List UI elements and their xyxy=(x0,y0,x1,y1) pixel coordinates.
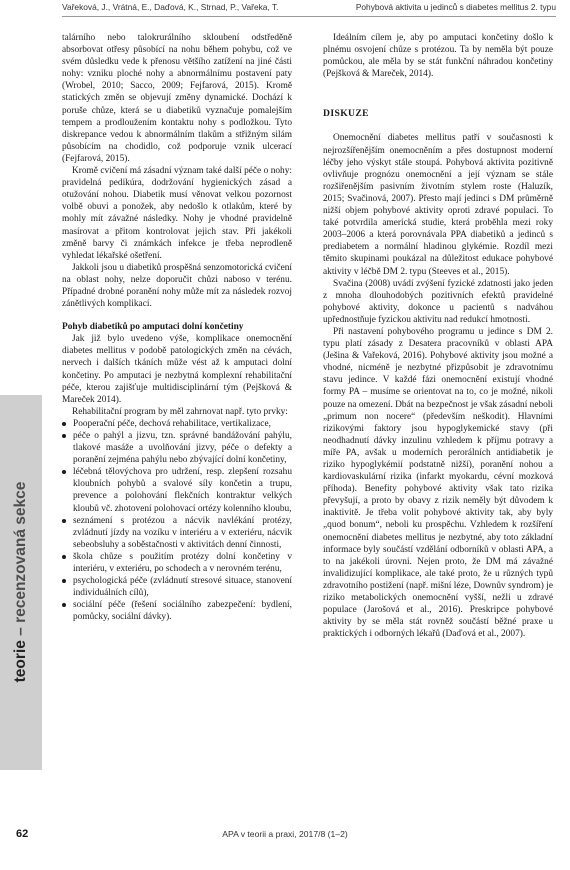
list-item xyxy=(62,430,292,466)
right-paragraph-4: Při nastavení pohybového programu u jedince s DM 2. typu platí zásady z Desatera pracovníků v oblasti APA (Ješina & Vařeková, 2016). Pohybové aktivity jsou možné a vhodné, nicméně je nezbytné přizpůsobit je zdravotnímu stavu jedince. V každé fázi onemocnění existují vhodné formy PA – musíme se orientovat na to, co je možné, nikoli pouze na omezení. Dbát na bezpečnost je však zásadní neboli „primum non nocere“ (především neškodit). Hlavními rizikovými faktory jsou hypoglykemické stavy (při neodhadnutí dávky inzulinu vzhledem k příjmu potravy a míře PA, avšak u moderních perorálních antidiabetik je riziko hypoglykémií podstatně nižší), poranění nohou a kardiovaskulární rizika (infarkt myokardu, cévní mozková příhoda). Benefity pohybové aktivity však tato rizika převyšují, a proto by obavy z rizik neměly být důvodem k inaktivitě. Je třeba volit pohybové aktivity tak, aby byly „quod bonum“, neboli ku prospěchu. Vzhledem k rozšíření onemocnění diabetes mellitus je nezbytné, aby toto základní informace byly součástí vzdělání odborníků v oblasti APA, a to na jakékoli úrovni. Nejen proto, že DM má závažné invalidizující komplikace, ale také proto, že u různých typů zdravotního postižení (např. mišní léze, Downův syndrom) je riziko metabolických onemocnění vyšší, nežli u zdravé populace (Jarošová et al., 2016). Preskripce pohybové aktivity by se měla stát rovněž součástí běžné praxe u praktických i odborných lékařů (Daďová et al., 2007). xyxy=(323,326,553,640)
list-item xyxy=(62,599,292,623)
left-paragraph-1: talárního nebo talokrurálního skloubení odstředěně absorbovat otřesy působící na nohu během pohybu, což ve svém důsledku vede k přenosu většího zatížení na jiné části nohy: vzniku ploché nohy a abnormálnímu postavení paty (Wrobel, 2010; Sacco, 2009; Fejfarová, 2015). Kromě statických změn se objevují změny dynamické. Dochází k poruše chůze, která se u diabetiků vyznačuje pomalejším tempem a prodloužením kontaktu nohy s podložkou. Tyto diskrepance vedou k abnormálním tlakům a střižným silám působícím na chodidlo, což podporuje vznik ulcerací (Fejfarová, 2015). xyxy=(62,33,292,164)
list-item-text: škola chůze s použitím protézy dolní končetiny v interiéru, v exteriéru, po schodech a v nerovném terénu, xyxy=(73,551,292,575)
page-footer xyxy=(0,828,570,848)
left-paragraph-2: Kromě cvičení má zásadní význam také další péče o nohy: pravidelná pedikúra, dodržování hygienických zásad a otužování nohou. Diabetik musí věnovat velkou pozornost volbě obuvi a ponožek, aby nedošlo k otlakům, které by mohly mít závažné následky. Nohy je vhodné pravidelně masírovat a přitom kontrolovat jejich stav. Při jakékoli změně barvy či známkách infekce je třeba neprodleně vyhledat lékařské ošetření. xyxy=(62,166,292,261)
page-header xyxy=(0,0,570,14)
header-rule xyxy=(62,16,556,17)
section-label-part2: – recenzovaná sekce xyxy=(12,481,29,636)
left-column xyxy=(62,32,292,624)
list-item xyxy=(62,515,292,551)
list-item-text: léčebná tělovýchova pro udržení, resp. zlepšení rozsahu kloubních pohybů a svalové síly končetin a trupu, prevence a polohování flekčních kontraktur velkých kloubů vč. zhotovení polohovací ortézy kolenního kloubu, xyxy=(73,467,292,514)
bullet-icon xyxy=(62,519,66,523)
list-item-text: sociální péče (řešení sociálního zabezpečení: bydlení, pomůcky, sociální dávky). xyxy=(73,600,292,623)
bullet-icon xyxy=(62,422,66,426)
list-item xyxy=(62,466,292,514)
page-number: 62 xyxy=(16,828,29,840)
section-label xyxy=(12,482,30,683)
bullet-icon xyxy=(62,434,66,438)
bullet-icon xyxy=(62,579,66,583)
list-item xyxy=(62,551,292,575)
right-paragraph-3: Svačina (2008) uvádí zvýšení fyzické zdatnosti jako jeden z mnoha dlouhodobých pozitivních efektů pravidelné pohybové aktivity, dokonce u pacientů s nadváhou upřednostňuje fyzickou aktivitu nad redukcí hmotnosti. xyxy=(323,278,553,325)
right-paragraph-1: Ideálním cílem je, aby po amputaci končetiny došlo k plnému osvojení chůze s protézou. Ta by neměla být pouze pomůckou, ale měla by se stát funkční náhradou končetiny (Pejšková & Mareček, 2014). xyxy=(323,33,553,80)
journal-citation: APA v teorii a praxi, 2017/8 (1–2) xyxy=(222,829,348,839)
bullet-icon xyxy=(62,603,66,607)
bullet-icon xyxy=(62,555,66,559)
list-item xyxy=(62,418,292,430)
header-running-title: Pohybová aktivita u jedinců s diabetes mellitus 2. typu xyxy=(355,2,556,12)
rehab-list xyxy=(62,418,292,624)
header-authors: Vařeková, J., Vrátná, E., Daďová, K., Strnad, P., Vařeka, T. xyxy=(62,2,279,12)
right-column xyxy=(323,32,553,640)
list-item-text: psychologická péče (zvládnutí stresové situace, stanovení individuálních cílů), xyxy=(73,576,292,599)
left-paragraph-3: Jakkoli jsou u diabetiků prospěšná senzomotorická cvičení na oblast nohy, nelze doporučit chůzi naboso v terénu. Případné drobné poranění nohy může mít za následek rozvoj zánětlivých komplikací. xyxy=(62,262,292,310)
left-paragraph-5: Rehabilitační program by měl zahrnovat např. tyto prvky: xyxy=(72,406,288,417)
section-heading-amputation: Pohyb diabetiků po amputaci dolní končetiny xyxy=(62,322,244,333)
right-paragraph-2: Onemocnění diabetes mellitus patří v současnosti k nejrozšířenějším onemocněním a přes dostupnost moderní léčby jeho výskyt stále stoupá. Pohybová aktivita pozitivně ovlivňuje prognózu onemocnění a její význam se stále rozšiřenějším pasivním životním stylem roste (Haluzík, 2015; Svačinová, 2007). Přesto mají jedinci s DM průměrně nižší objem pohybové aktivity oproti zdravé populaci. To také potvrdila americká studie, která proběhla mezi roky 2003–2006 a která porovnávala PPA diabetiků a jedinců s prediabetem a normální hladinou glykémie. Rozdíl mezi těmito skupinami poukázal na důležitost edukace pohybové aktivity v léčbě DM 2. typu (Steeves et al., 2015). xyxy=(323,133,553,277)
section-label-part1: teorie xyxy=(12,640,29,683)
list-item-text: Pooperační péče, dechová rehabilitace, vertikalizace, xyxy=(73,418,271,429)
list-item-text: seznámení s protézou a nácvik navlékání protézy, zvládnutí jízdy na vozíku v interiéru a v exteriéru, nácvik sebeobsluhy a soběstačnosti v aktivitách denní činnosti, xyxy=(73,515,292,550)
list-item xyxy=(62,575,292,599)
bullet-icon xyxy=(62,470,66,474)
section-heading-diskuze: DISKUZE xyxy=(323,108,369,120)
list-item-text: péče o pahýl a jizvu, tzn. správné bandážování pahýlu, tlakové masáže a uvolňování jizvy, péče o defekty a poranění zejména pahýlu nebo zbývající dolní končetiny, xyxy=(73,431,292,466)
left-paragraph-4: Jak již bylo uvedeno výše, komplikace onemocnění diabetes mellitus v podobě patologických změn na cévách, nervech i dalších tkáních může vést až k amputaci dolní končetiny. Po amputaci je nezbytná komplexní rehabilitační péče, kterou zajišťuje multidisciplinární tým (Pejšková & Mareček 2014). xyxy=(62,334,292,405)
